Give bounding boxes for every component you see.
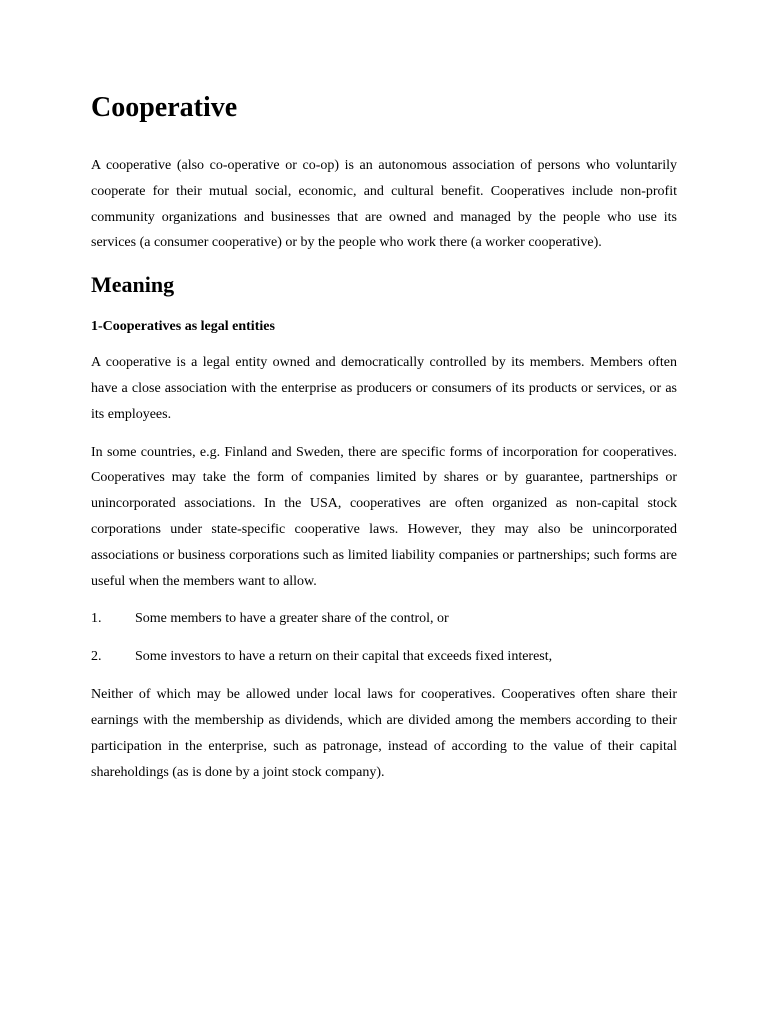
paragraph-legal-entity: A cooperative is a legal entity owned and democratically controlled by its members. Members often have a close association with the enterprise as producers or consumers of its products or services, or as its employees. [91,355,677,422]
list-item-number: 2. [91,649,102,665]
meaning-heading: Meaning [91,272,175,298]
list-item-number: 1. [91,611,102,627]
list-item [91,606,677,631]
document-title: Cooperative [91,92,238,123]
closing-paragraph: Neither of which may be allowed under local laws for cooperatives. Cooperatives often share their earnings with the membership as dividends, which are divided among the members according to their participation in the enterprise, such as patronage, instead of according to the value of their capital shareholdings (as is done by a joint stock company). [91,687,677,780]
list-item [91,644,677,669]
list-item-text: Some members to have a greater share of the control, or [135,611,449,627]
paragraph-incorporation: In some countries, e.g. Finland and Sweden, there are specific forms of incorporation for cooperatives. Cooperatives may take the form of companies limited by shares or by guarantee, partnerships or unincorporated associations. In the USA, cooperatives are often organized as non-capital stock corporations under state-specific cooperative laws. However, they may also be unincorporated associations or business corporations such as limited liability companies or partnerships; such forms are useful when the members want to allow. [91,444,677,589]
legal-entities-subheading: 1-Cooperatives as legal entities [91,319,275,335]
intro-paragraph: A cooperative (also co-operative or co-op) is an autonomous association of persons who voluntarily cooperate for their mutual social, economic, and cultural benefit. Cooperatives include non-profit community organizations and businesses that are owned and managed by the people who use its services (a consumer cooperative) or by the people who work there (a worker cooperative). [91,158,677,251]
list-item-text: Some investors to have a return on their capital that exceeds fixed interest, [135,649,553,665]
